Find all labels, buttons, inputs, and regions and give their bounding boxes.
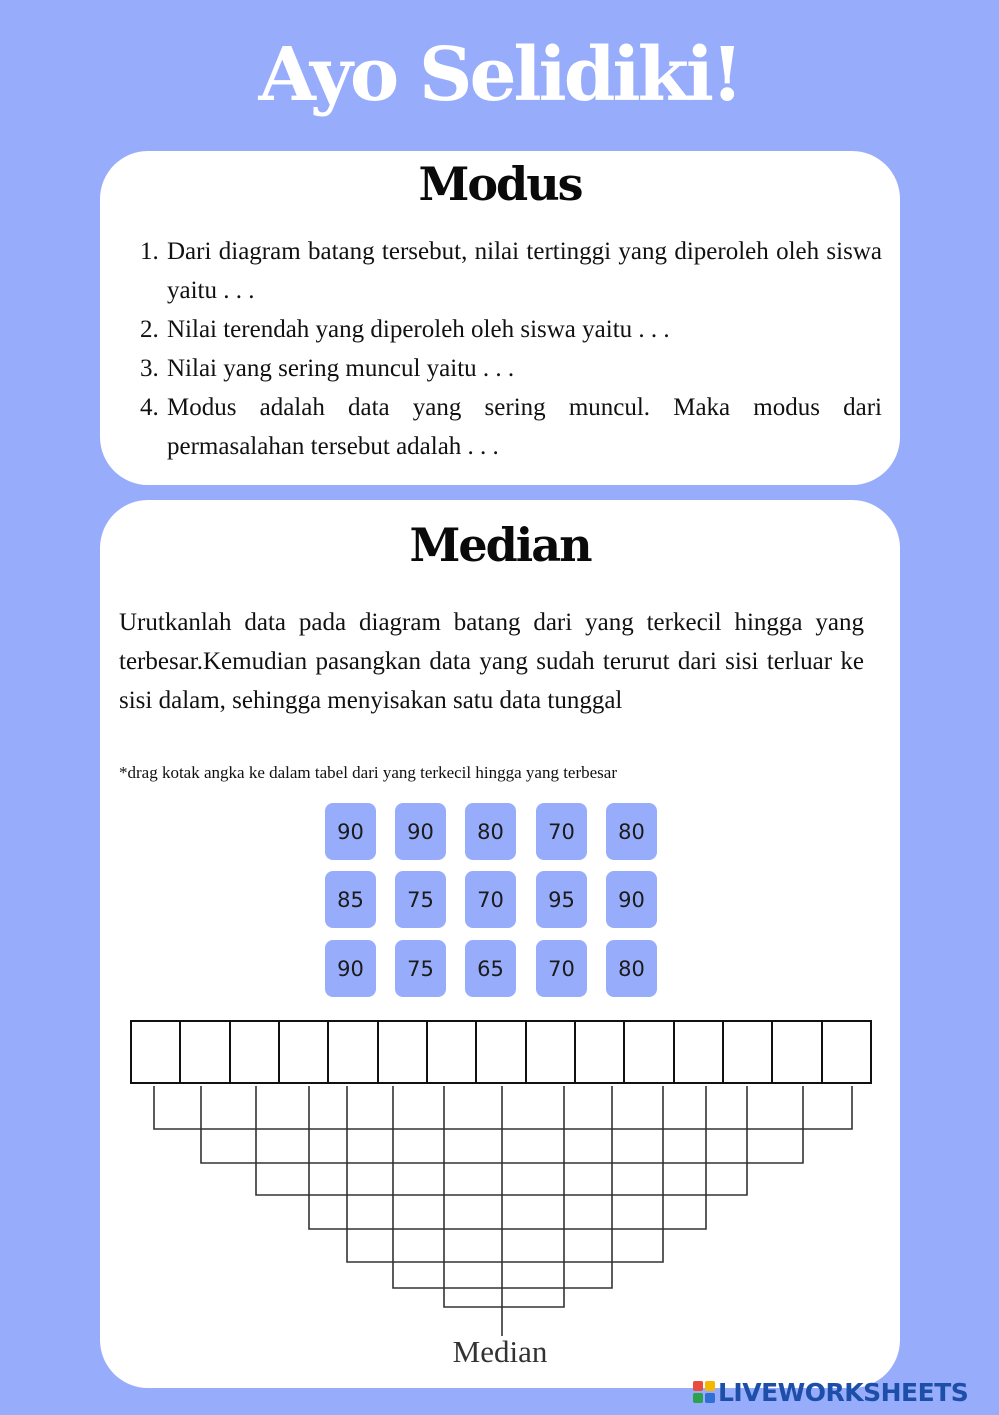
- item-number: 2.: [140, 316, 159, 343]
- item-number: 3.: [140, 355, 159, 382]
- number-tile[interactable]: 80: [465, 803, 516, 860]
- number-tile[interactable]: 80: [606, 940, 657, 997]
- number-tile[interactable]: 70: [536, 803, 587, 860]
- list-item: [140, 310, 882, 349]
- modus-heading: Modus: [418, 157, 582, 211]
- pair-bracket-7: [444, 1086, 564, 1307]
- question-text: Modus adalah data yang sering muncul. Maka modus dari permasalahan tersebut adalah . . .: [167, 394, 882, 460]
- modus-question-list: [140, 232, 882, 466]
- number-tile[interactable]: 65: [465, 940, 516, 997]
- question-text: Nilai terendah yang diperoleh oleh siswa yaitu . . .: [167, 316, 670, 343]
- number-tile[interactable]: 90: [325, 940, 376, 997]
- page-title: Ayo Selidiki!: [258, 32, 741, 118]
- number-tile[interactable]: 75: [395, 940, 446, 997]
- median-instructions: Urutkanlah data pada diagram batang dari yang terkecil hingga yang terbesar.Kemudian pasangkan data yang sudah terurut dari sisi terluar ke sisi dalam, sehingga menyisakan satu data tunggal: [119, 609, 864, 714]
- item-number: 1.: [140, 238, 159, 265]
- number-tile[interactable]: 90: [325, 803, 376, 860]
- number-tile[interactable]: 90: [395, 803, 446, 860]
- question-text: Nilai yang sering muncul yaitu . . .: [167, 355, 515, 382]
- median-label: Median: [452, 1334, 548, 1369]
- number-tile[interactable]: 95: [536, 871, 587, 928]
- number-tile[interactable]: 80: [606, 803, 657, 860]
- brand-watermark: [693, 1378, 968, 1406]
- number-tile[interactable]: 85: [325, 871, 376, 928]
- item-number: 4.: [140, 394, 159, 421]
- number-tile[interactable]: 70: [536, 940, 587, 997]
- pair-bracket-4: [309, 1086, 706, 1229]
- list-item: [140, 388, 882, 466]
- number-tile[interactable]: 90: [606, 871, 657, 928]
- drag-instruction-note: *drag kotak angka ke dalam tabel dari yang terkecil hingga yang terbesar: [119, 763, 617, 782]
- modus-card: [100, 151, 900, 485]
- liveworksheets-logo-icon: [693, 1381, 715, 1403]
- median-heading: Median: [409, 518, 591, 572]
- brand-text: LIVEWORKSHEETS: [718, 1377, 969, 1407]
- list-item: [140, 349, 882, 388]
- pairing-bracket-diagram: [100, 500, 900, 1388]
- list-item: [140, 232, 882, 310]
- median-card: [100, 500, 900, 1388]
- number-tile[interactable]: 70: [465, 871, 516, 928]
- number-tile[interactable]: 75: [395, 871, 446, 928]
- question-text: Dari diagram batang tersebut, nilai tertinggi yang diperoleh oleh siswa yaitu . . .: [167, 238, 882, 304]
- pair-bracket-5: [347, 1086, 663, 1262]
